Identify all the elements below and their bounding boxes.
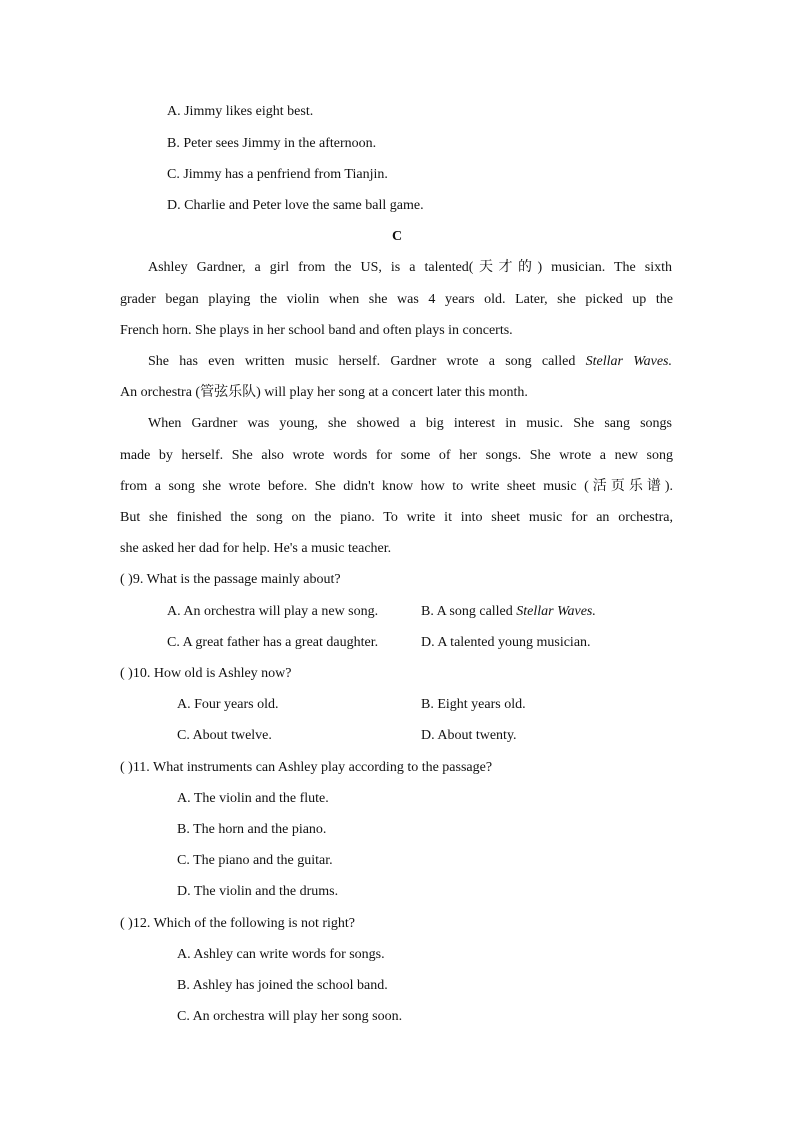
q11-option-b: B. The horn and the piano. <box>177 822 327 837</box>
passage-line: grader began playing the violin when she was 4 years old. Later, she picked up the <box>120 292 673 307</box>
prev-option-b: B. Peter sees Jimmy in the afternoon. <box>167 136 377 151</box>
passage-line: French horn. She plays in her school band and often plays in concerts. <box>120 323 513 338</box>
passage-line: made by herself. She also wrote words for some of her songs. She wrote a new song <box>120 448 673 463</box>
question-stem: 11. What instruments can Ashley play according to the passage? <box>132 760 493 775</box>
song-title: Stellar Waves. <box>585 354 672 369</box>
prev-option-c: C. Jimmy has a penfriend from Tianjin. <box>167 167 388 182</box>
answer-bracket[interactable]: ( ) <box>120 916 133 931</box>
q10-option-b: B. Eight years old. <box>421 697 526 712</box>
passage-line: But she finished the song on the piano. To write it into sheet music for an orchestra, <box>120 510 673 525</box>
passage-line: she asked her dad for help. He's a music teacher. <box>120 541 392 556</box>
prev-option-d: D. Charlie and Peter love the same ball game. <box>167 198 424 213</box>
q9-option-b <box>421 603 596 621</box>
option-text: B. A song called <box>421 604 517 619</box>
passage-line <box>148 353 672 371</box>
q10-option-c: C. About twelve. <box>177 728 272 743</box>
q12-option-c: C. An orchestra will play her song soon. <box>177 1009 403 1024</box>
q10-option-a: A. Four years old. <box>177 697 279 712</box>
q10-option-d: D. About twenty. <box>421 728 517 743</box>
q9-option-a: A. An orchestra will play a new song. <box>167 604 379 619</box>
question-9 <box>120 571 341 589</box>
question-stem: 9. What is the passage mainly about? <box>132 572 341 587</box>
passage-line: from a song she wrote before. She didn't know how to write sheet music (活页乐谱). <box>120 479 673 494</box>
passage-line: When Gardner was young, she showed a big interest in music. She sang songs <box>148 416 672 431</box>
q11-option-c: C. The piano and the guitar. <box>177 853 333 868</box>
question-12 <box>120 915 355 933</box>
question-11 <box>120 759 492 777</box>
answer-bracket[interactable]: ( ) <box>120 572 133 587</box>
q11-option-d: D. The violin and the drums. <box>177 884 339 899</box>
passage-line: An orchestra (管弦乐队) will play her song at a concert later this month. <box>120 385 528 400</box>
prev-option-a: A. Jimmy likes eight best. <box>167 104 314 119</box>
q12-option-a: A. Ashley can write words for songs. <box>177 947 385 962</box>
q12-option-b: B. Ashley has joined the school band. <box>177 978 388 993</box>
question-stem: 10. How old is Ashley now? <box>132 666 292 681</box>
q9-option-c: C. A great father has a great daughter. <box>167 635 379 650</box>
question-stem: 12. Which of the following is not right? <box>132 916 355 931</box>
question-10 <box>120 665 292 683</box>
q11-option-a: A. The violin and the flute. <box>177 791 329 806</box>
answer-bracket[interactable]: ( ) <box>120 666 133 681</box>
section-title: C <box>391 229 403 244</box>
song-title: Stellar Waves. <box>516 604 596 619</box>
passage-line: Ashley Gardner, a girl from the US, is a talented(天才的) musician. The sixth <box>148 260 672 275</box>
q9-option-d: D. A talented young musician. <box>421 635 591 650</box>
answer-bracket[interactable]: ( ) <box>120 760 133 775</box>
passage-text: She has even written music herself. Gardner wrote a song called <box>148 354 586 369</box>
